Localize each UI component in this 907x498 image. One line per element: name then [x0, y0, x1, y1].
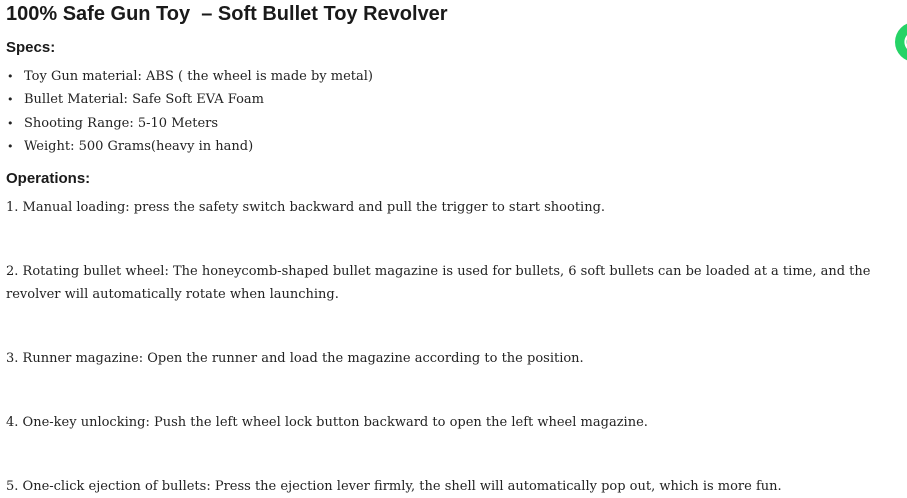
operation-runner-magazine: 3. Runner magazine: Open the runner and load the magazine according to the position. — [6, 347, 901, 370]
operations-heading: Operations: — [6, 169, 901, 189]
spec-item-text: Toy Gun material: ABS ( the wheel is made by metal) — [24, 69, 373, 84]
bullet-icon: • — [7, 65, 14, 88]
bullet-icon: • — [7, 112, 14, 135]
operation-rotating-wheel: 2. Rotating bullet wheel: The honeycomb-shaped bullet magazine is used for bullets, 6 soft bullets can be loaded at a time, and the revolver will automatically rotate when launching. — [6, 260, 901, 306]
specs-heading: Specs: — [6, 38, 901, 58]
spec-item-text: Shooting Range: 5-10 Meters — [24, 116, 218, 131]
spec-item-weight — [6, 135, 901, 158]
spec-item-text: Weight: 500 Grams(heavy in hand) — [24, 139, 253, 154]
specs-list — [6, 65, 901, 158]
spec-item-material — [6, 65, 901, 88]
operation-one-key-unlocking: 4. One-key unlocking: Push the left wheel lock button backward to open the left wheel magazine. — [6, 411, 901, 434]
bullet-icon: • — [7, 135, 14, 158]
operation-one-click-ejection: 5. One-click ejection of bullets: Press the ejection lever firmly, the shell will automatically pop out, which is more fun. — [6, 475, 901, 498]
spec-item-shooting-range — [6, 112, 901, 135]
product-title: 100% Safe Gun Toy – Soft Bullet Toy Revolver — [6, 2, 901, 26]
product-description — [6, 2, 901, 498]
operation-manual-loading: 1. Manual loading: press the safety switch backward and pull the trigger to start shooting. — [6, 196, 901, 219]
whatsapp-icon — [902, 29, 907, 55]
bullet-icon: • — [7, 88, 14, 111]
spec-item-bullet-material — [6, 88, 901, 111]
spec-item-text: Bullet Material: Safe Soft EVA Foam — [24, 92, 264, 107]
